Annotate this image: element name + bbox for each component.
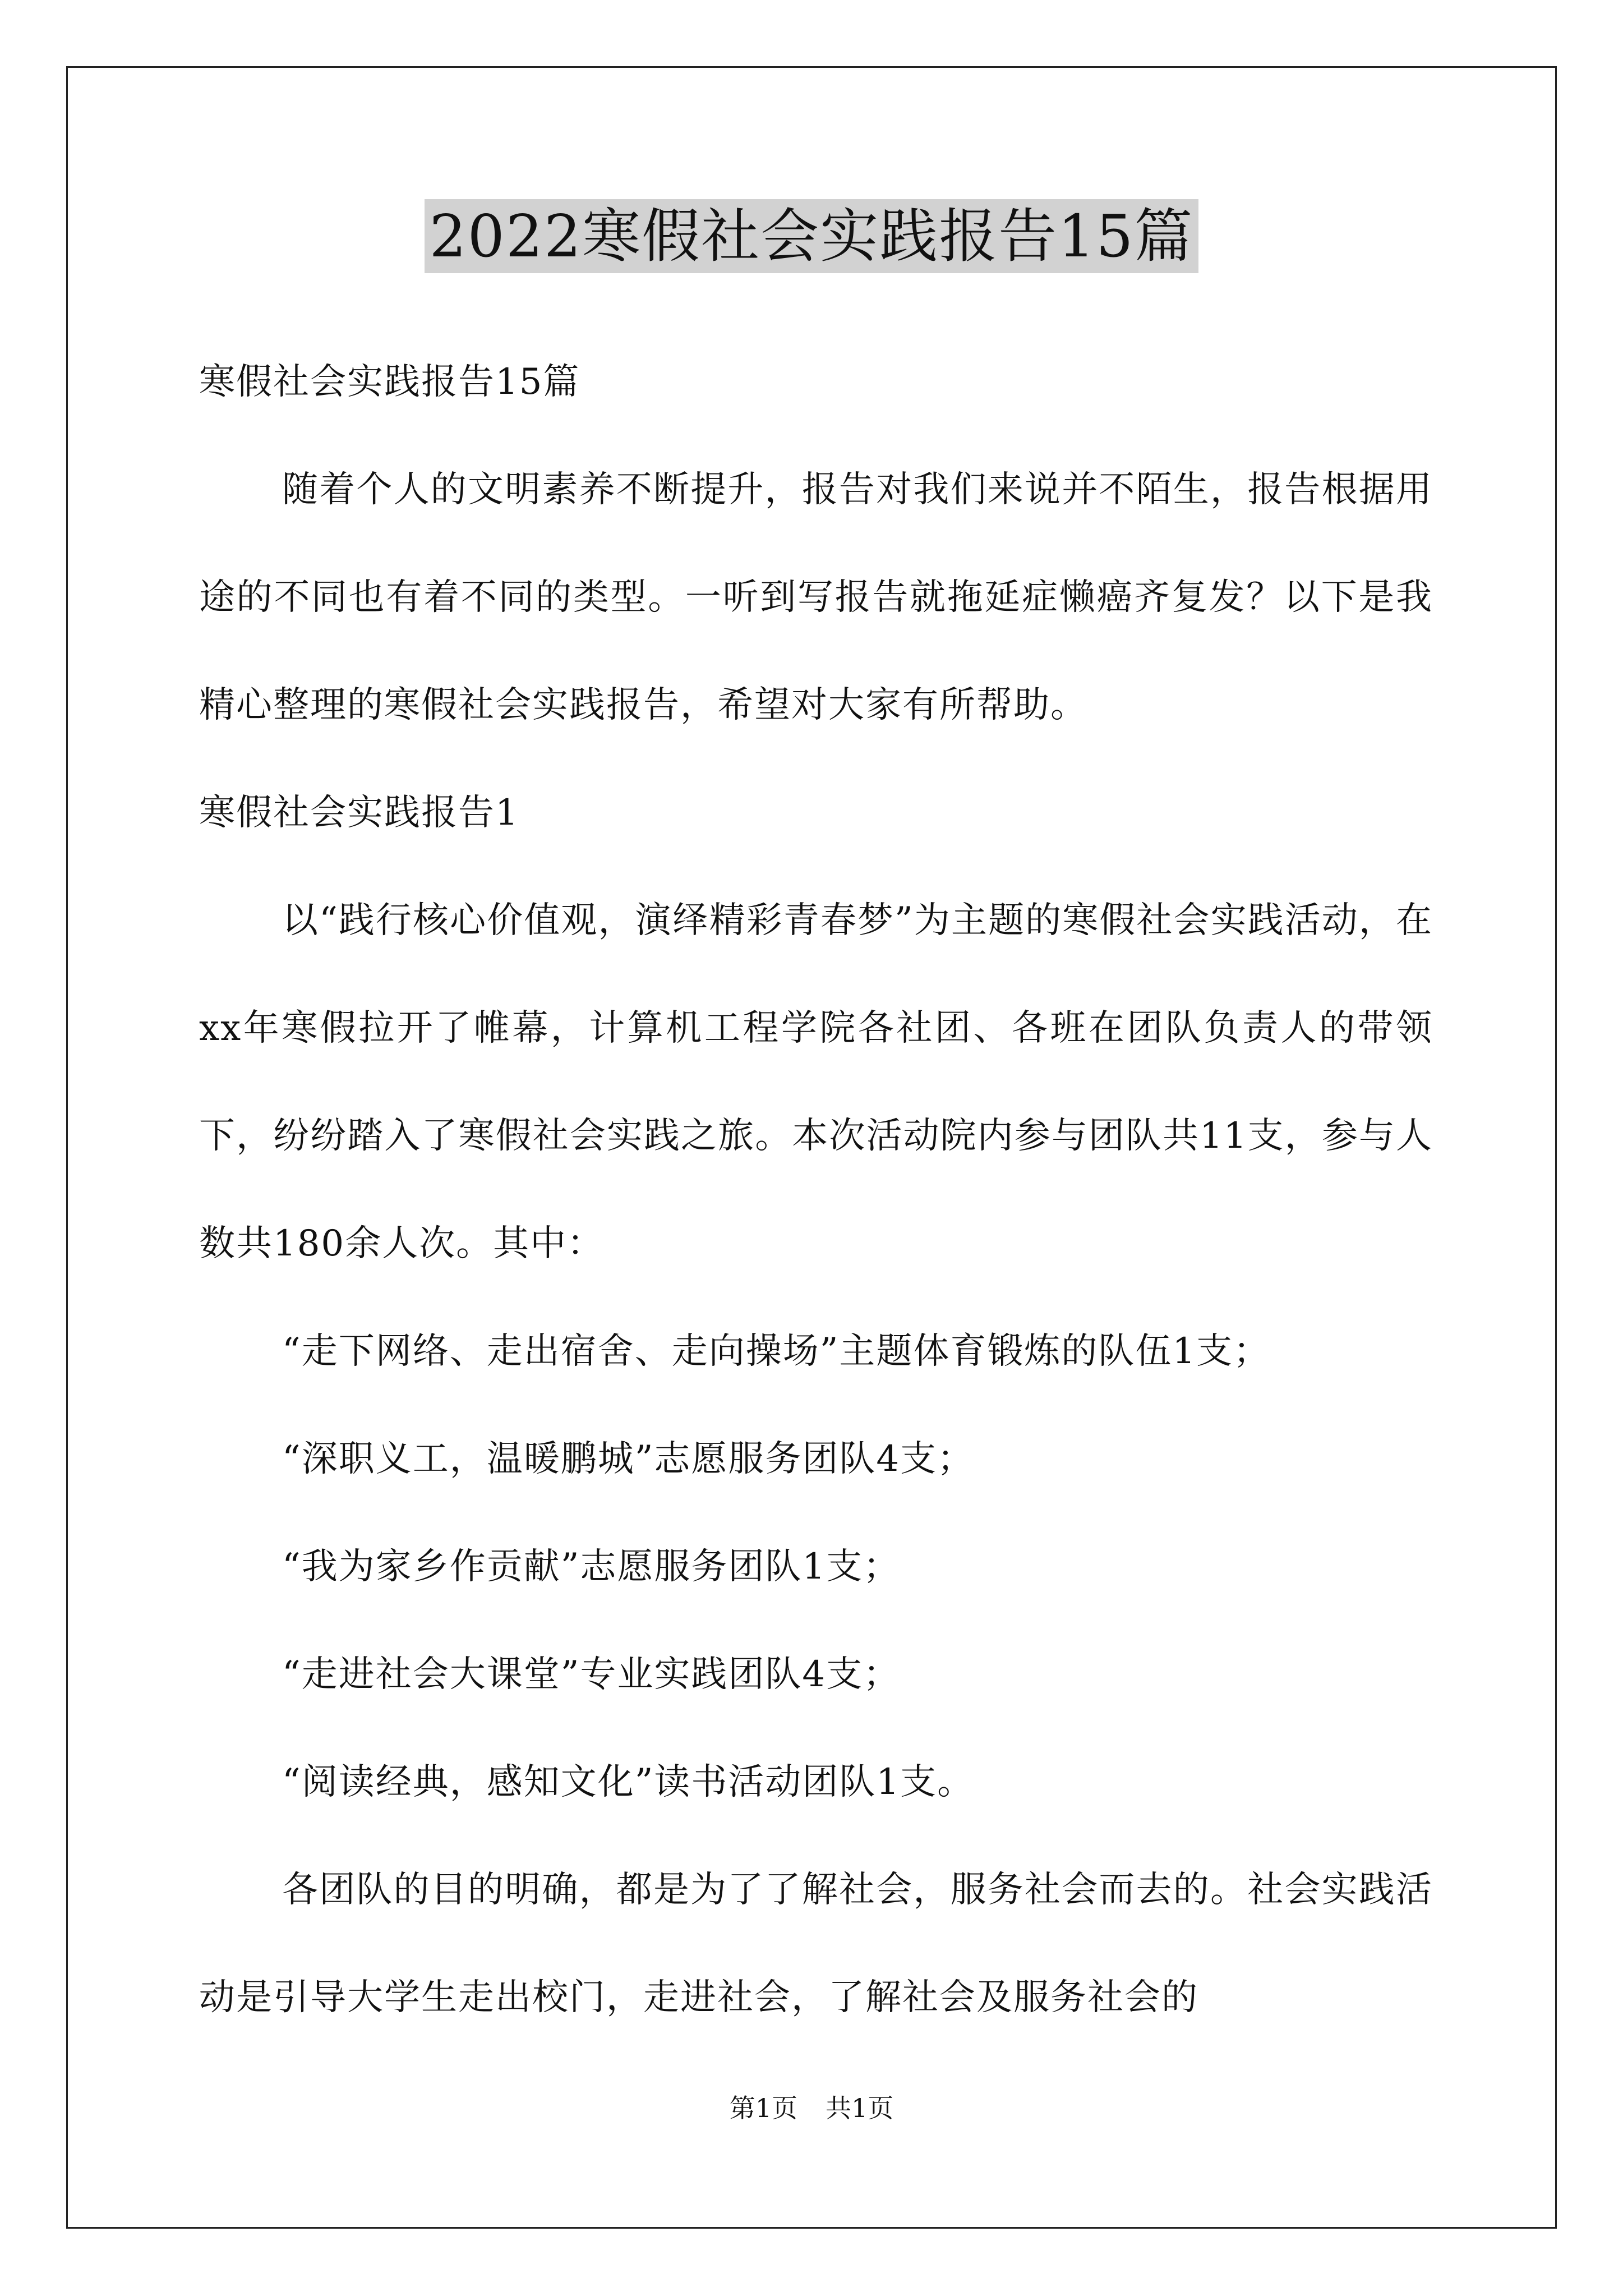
list-item: “走下网络、走出宿舍、走向操场”主题体育锻炼的队伍1支； [282,1331,1271,1372]
list-item: “深职义工，温暖鹏城”志愿服务团队4支； [282,1438,975,1480]
paragraph: 以“践行核心价值观，演绎精彩青春梦”为主题的寒假社会实践活动，在xx年寒假拉开了帷幕，计算机工程学院各社团、各班在团队负责人的带领下，纷纷踏入了寒假社会实践之旅。本次活动院内参与团队共11支，参与人数共180余人次。其中： [199,900,1433,1264]
document-body [199,328,1433,2051]
list-item: “阅读经典，感知文化”读书活动团队1支。 [282,1761,975,1803]
title-container [0,199,1623,273]
list-item: “走进社会大课堂”专业实践团队4支； [282,1654,901,1695]
paragraph: 随着个人的文明素养不断提升，报告对我们来说并不陌生，报告根据用途的不同也有着不同的类型。一听到写报告就拖延症懒癌齐复发？以下是我精心整理的寒假社会实践报告，希望对大家有所帮助。 [199,469,1433,726]
document-title: 2022寒假社会实践报告15篇 [425,199,1198,273]
paragraph: 各团队的目的明确，都是为了了解社会，服务社会而去的。社会实践活动是引导大学生走出校门，走进社会，了解社会及服务社会的 [199,1869,1433,2018]
paragraph: 寒假社会实践报告15篇 [199,361,580,403]
page-total: 共1页 [826,2093,894,2123]
section-heading: 寒假社会实践报告1 [199,792,519,834]
page-footer [0,2091,1623,2125]
list-item: “我为家乡作贡献”志愿服务团队1支； [282,1546,901,1588]
page-number: 第1页 [729,2093,797,2123]
